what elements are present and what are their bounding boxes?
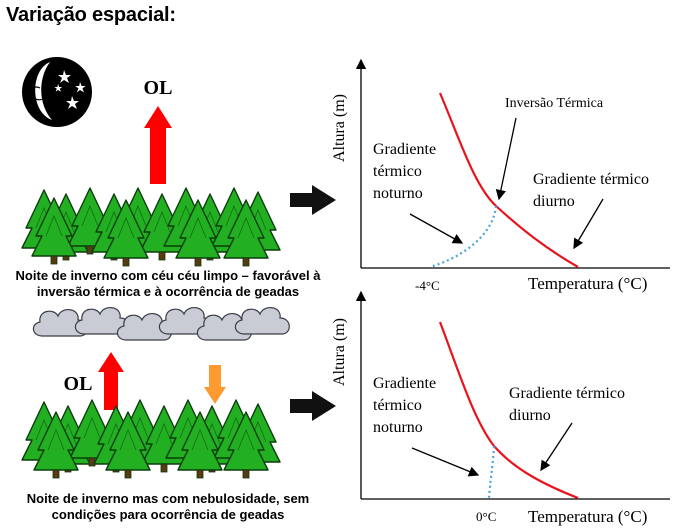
forest-top — [22, 188, 280, 266]
graph-top-nocturnal-curve — [430, 206, 496, 267]
graph-top-nocturnal-l1: Gradiente — [373, 141, 437, 158]
graph-top-annotation-inversion: Inversão Térmica — [505, 96, 604, 111]
ol-label-bottom: OL — [63, 373, 93, 395]
graph-bottom-nocturnal-curve — [489, 446, 494, 498]
graph-top-nocturnal-l2: térmico — [373, 163, 422, 180]
cloud-layer — [33, 308, 289, 340]
ol-label-top: OL — [143, 77, 173, 99]
graph-top-xlabel: Temperatura (°C) — [528, 274, 648, 293]
black-right-arrow-icon-bottom — [290, 391, 336, 421]
forest-bottom — [22, 400, 280, 478]
graph-top-diurnal-l1: Gradiente térmico — [533, 171, 649, 188]
graph-bottom-diurnal-l1: Gradiente térmico — [509, 385, 625, 402]
graph-bottom-diurnal-pointer — [541, 423, 572, 470]
graph-bottom-tick: 0°C — [476, 509, 497, 524]
graph-top-nocturnal-l3: noturno — [373, 185, 423, 202]
graph-top-ylabel: Altura (m) — [331, 94, 348, 162]
graph-top — [331, 60, 670, 293]
graph-bottom-xlabel: Temperatura (°C) — [528, 507, 648, 526]
graph-bottom-nocturnal-pointer — [412, 448, 478, 475]
moon-stars-icon — [22, 57, 92, 127]
graph-top-diurnal-pointer — [574, 199, 603, 248]
graph-bottom-nocturnal-l1: Gradiente — [373, 375, 437, 392]
top-caption-line2: inversão térmica e à ocorrência de geadas — [36, 284, 300, 299]
top-caption — [0, 268, 336, 300]
graph-bottom-nocturnal-l2: térmico — [373, 397, 422, 414]
graph-bottom-ylabel: Altura (m) — [331, 318, 348, 386]
graph-bottom-diurnal-l2: diurno — [509, 407, 551, 424]
graph-bottom — [331, 292, 670, 526]
graph-top-tick: -4°C — [415, 278, 440, 293]
top-caption-line1: Noite de inverno com céu céu limpo – favorável à — [15, 268, 321, 283]
graph-top-inversion-pointer — [499, 118, 516, 199]
slide-title: Variação espacial: — [6, 4, 176, 26]
bottom-caption-line2: condições para ocorrência de geadas — [51, 507, 285, 522]
counter-radiation-arrow — [204, 365, 226, 404]
graph-bottom-nocturnal-l3: noturno — [373, 419, 423, 436]
black-right-arrow-icon-top — [290, 185, 336, 215]
bottom-caption — [0, 491, 336, 523]
outgoing-longwave-arrow-top — [144, 106, 172, 184]
graph-top-diurnal-l2: diurno — [533, 193, 575, 210]
bottom-caption-line1: Noite de inverno mas com nebulosidade, sem — [26, 491, 310, 506]
outgoing-longwave-arrow-bottom — [98, 352, 124, 410]
graph-top-nocturnal-pointer — [410, 214, 462, 243]
